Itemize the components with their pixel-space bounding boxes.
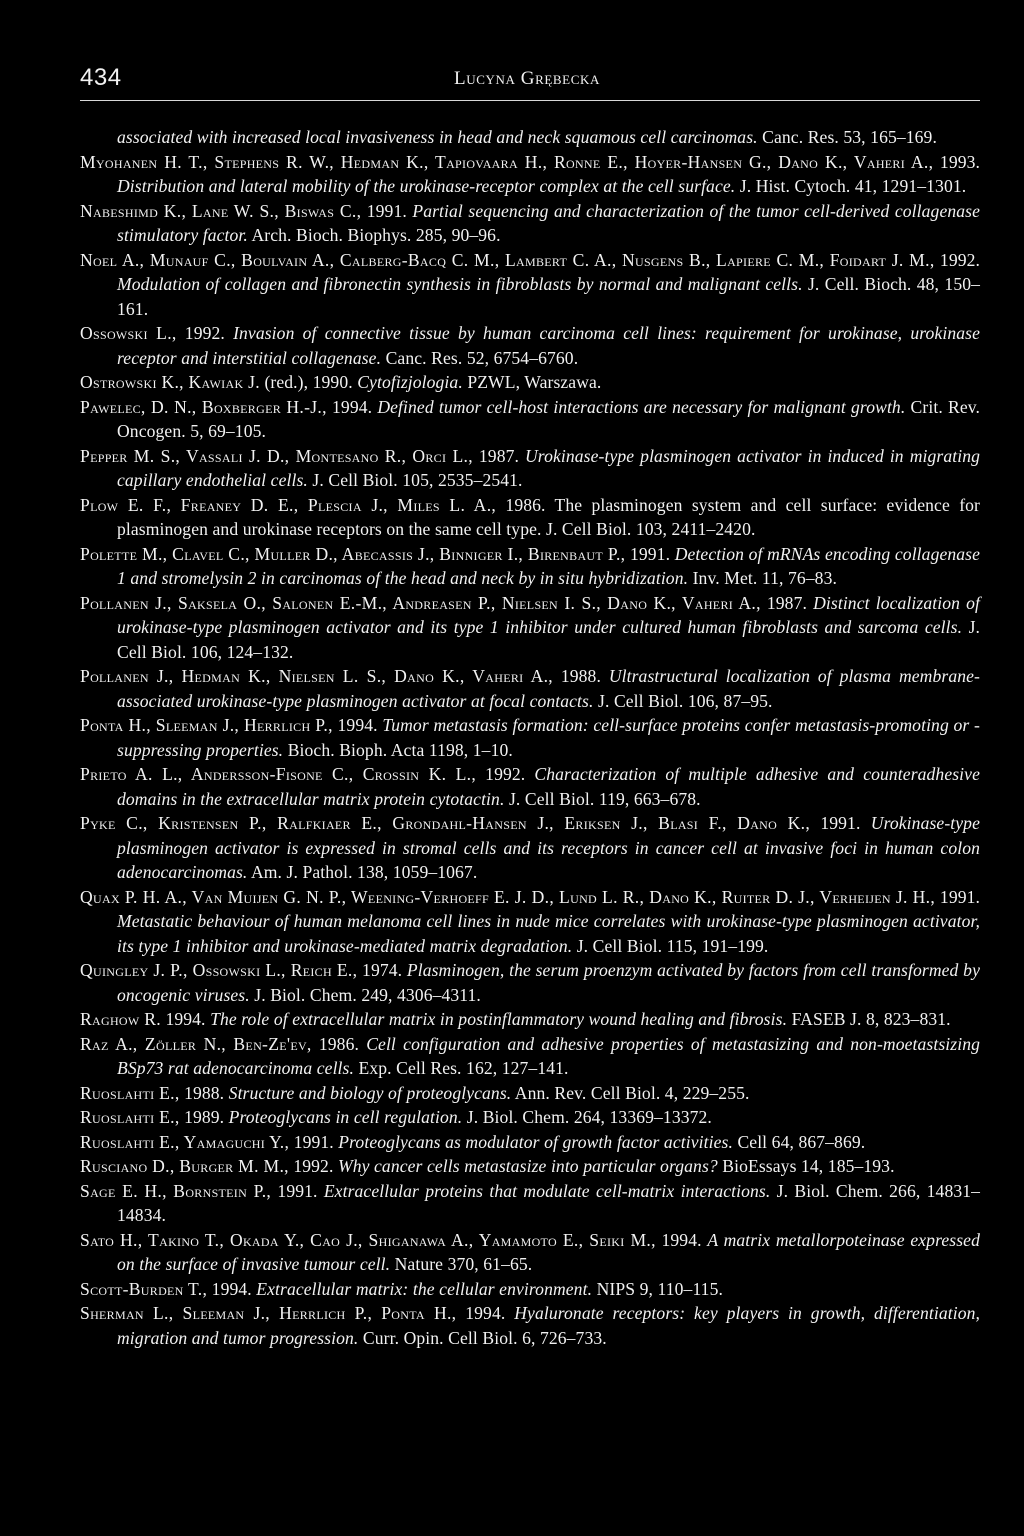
reference-source: J. Hist. Cytoch. 41, 1291–1301. bbox=[739, 176, 967, 196]
reference-title: A matrix metallorpoteinase expressed on the surface of invasive tumour cell. bbox=[117, 1229, 980, 1274]
reference-source: Curr. Opin. Cell Biol. 6, 726–733. bbox=[362, 1327, 607, 1348]
reference-year: 1994. bbox=[211, 1278, 252, 1299]
reference-title: Partial sequencing and characterization of the tumor cell-derived collagenase stimulatory factor. bbox=[117, 200, 981, 245]
reference-authors: Nabeshimd K., Lane W. S., Biswas C., bbox=[80, 200, 362, 221]
header-rule bbox=[80, 100, 980, 101]
reference-year: 1994. bbox=[661, 1229, 702, 1250]
reference-year: 1991. bbox=[277, 1180, 318, 1201]
reference-authors: Prieto A. L., Andersson-Fisone C., Crossin K. L., bbox=[80, 764, 477, 784]
reference-entry bbox=[80, 444, 980, 493]
reference-authors: Raz A., Zöller N., Ben-Ze'ev, bbox=[80, 1033, 312, 1054]
reference-title: Metastatic behaviour of human melanoma cell lines in nude mice correlates with urokinase-type plasminogen activator, its type 1 inhibitor and urokinase-mediated matrix degradation. bbox=[117, 911, 980, 956]
reference-source: J. Cell. Bioch. 48, 150–161. bbox=[117, 274, 981, 319]
reference-year: 1994. bbox=[337, 715, 378, 735]
reference-entry bbox=[80, 493, 980, 542]
reference-entry bbox=[80, 762, 980, 811]
reference-authors: Plow E. F., Freaney D. E., Plescia J., Miles L. A., bbox=[80, 494, 497, 515]
reference-source: Arch. Bioch. Biophys. 285, 90–96. bbox=[251, 225, 501, 245]
reference-entry bbox=[80, 1228, 980, 1277]
reference-authors: Scott-Burden T., bbox=[80, 1278, 208, 1299]
reference-title: Cell configuration and adhesive properties of metastasizing and non-moetastsizing BSp73 rat adenocarcinoma cells. bbox=[117, 1033, 980, 1078]
reference-source: Cell 64, 867–869. bbox=[737, 1131, 866, 1152]
reference-authors: Sage E. H., Bornstein P., bbox=[80, 1180, 272, 1201]
reference-authors: Ossowski L., bbox=[80, 323, 177, 343]
reference-source: Crit. Rev. Oncogen. 5, 69–105. bbox=[117, 396, 981, 441]
reference-source: PZWL, Warszawa. bbox=[467, 372, 602, 392]
reference-source: Canc. Res. 52, 6754–6760. bbox=[385, 347, 579, 368]
reference-entry bbox=[80, 1081, 980, 1106]
reference-entry bbox=[80, 150, 980, 199]
reference-title: Detection of mRNAs encoding collagenase 1 and stromelysin 2 in carcinomas of the head and neck by in situ hybridization. bbox=[117, 543, 981, 588]
reference-authors: Sato H., Takino T., Okada Y., Cao J., Shiganawa A., Yamamoto E., Seiki M., bbox=[80, 1229, 656, 1250]
reference-source: J. Biol. Chem. 264, 13369–13372. bbox=[466, 1107, 712, 1127]
reference-year: 1992. bbox=[485, 764, 526, 784]
reference-source: Inv. Met. 11, 76–83. bbox=[692, 568, 837, 588]
reference-entry bbox=[80, 811, 980, 885]
reference-year: 1992. bbox=[184, 323, 225, 343]
reference-title: Distribution and lateral mobility of the urokinase-receptor complex at the cell surface. bbox=[117, 176, 736, 196]
reference-title: Urokinase-type plasminogen activator in induced in migrating capillary endothelial cells. bbox=[117, 445, 980, 490]
reference-authors: Pollanen J., Hedman K., Nielsen L. S., Dano K., Vaheri A., bbox=[80, 666, 553, 686]
reference-list bbox=[80, 125, 980, 1350]
reference-year: 1974. bbox=[362, 960, 403, 980]
reference-entry bbox=[80, 395, 980, 444]
reference-entry bbox=[80, 321, 980, 370]
reference-title: Extracellular matrix: the cellular environment. bbox=[256, 1278, 593, 1299]
reference-entry bbox=[80, 370, 980, 395]
reference-entry bbox=[80, 125, 980, 150]
reference-year: 1987. bbox=[766, 592, 807, 613]
reference-year: 1994. bbox=[332, 396, 373, 417]
reference-authors: Myohanen H. T., Stephens R. W., Hedman K., Tapiovaara H., Ronne E., Hoyer-Hansen G., Dano K., Vaheri A., bbox=[80, 151, 934, 172]
reference-title: Ultrastructural localization of plasma membrane-associated urokinase-type plasminogen activator at focal contacts. bbox=[117, 666, 980, 711]
reference-entry bbox=[80, 1007, 980, 1032]
reference-entry bbox=[80, 591, 980, 665]
reference-title: Cytofizjologia. bbox=[357, 372, 463, 392]
reference-year: 1989. bbox=[184, 1107, 225, 1127]
reference-title: Plasminogen, the serum proenzym activated by factors from cell transformed by oncogenic viruses. bbox=[117, 960, 980, 1005]
reference-source: NIPS 9, 110–115. bbox=[596, 1278, 723, 1299]
reference-authors: Rusciano D., Burger M. M., bbox=[80, 1156, 289, 1176]
reference-title: Extracellular proteins that modulate cell-matrix interactions. bbox=[323, 1180, 771, 1201]
reference-authors: Pollanen J., Saksela O., Salonen E.-M., Andreasen P., Nielsen I. S., Dano K., Vaheri A., bbox=[80, 592, 761, 613]
reference-authors: Ruoslahti E., Yamaguchi Y., bbox=[80, 1131, 290, 1152]
reference-source: J. Biol. Chem. 266, 14831–14834. bbox=[117, 1180, 981, 1225]
reference-source: Ann. Rev. Cell Biol. 4, 229–255. bbox=[514, 1082, 750, 1103]
reference-year: 1986. bbox=[318, 1033, 359, 1054]
reference-title: associated with increased local invasiveness in head and neck squamous cell carcinomas. bbox=[117, 127, 758, 147]
reference-authors: Quingley J. P., Ossowski L., Reich E., bbox=[80, 960, 358, 980]
reference-source: J. Biol. Chem. 249, 4306–4311. bbox=[254, 984, 481, 1005]
reference-entry bbox=[80, 1154, 980, 1179]
reference-title: Proteoglycans as modulator of growth factor activities. bbox=[338, 1131, 733, 1152]
reference-source: J. Cell Biol. 105, 2535–2541. bbox=[312, 470, 523, 490]
reference-title: Invasion of connective tissue by human carcinoma cell lines: requirement for urokinase, urokinase receptor and interstitial collagenase. bbox=[117, 323, 980, 368]
reference-authors: Ruoslahti E., bbox=[80, 1107, 180, 1127]
reference-authors: Ostrowski K., Kawiak J. bbox=[80, 372, 260, 392]
reference-year: 1991. bbox=[939, 886, 981, 907]
reference-entry bbox=[80, 885, 980, 959]
reference-source: J. Cell Biol. 119, 663–678. bbox=[508, 788, 701, 809]
reference-source: Bioch. Bioph. Acta 1198, 1–10. bbox=[287, 739, 513, 760]
reference-source: J. Cell Biol. 115, 191–199. bbox=[576, 935, 769, 956]
reference-title: Characterization of multiple adhesive and counteradhesive domains in the extracellular matrix protein cytotactin. bbox=[117, 764, 980, 809]
reference-entry bbox=[80, 1179, 980, 1228]
reference-entry bbox=[80, 199, 980, 248]
reference-authors: Polette M., Clavel C., Muller D., Abecassis J., Binniger I., Birenbaut P., bbox=[80, 543, 626, 564]
reference-authors: Noel A., Munauf C., Boulvain A., Calberg-Bacq C. M., Lambert C. A., Nusgens B., Lapiere C. M., Foidart J. M., bbox=[80, 249, 935, 270]
reference-year: 1988. bbox=[560, 666, 601, 686]
reference-title: Proteoglycans in cell regulation. bbox=[228, 1107, 463, 1127]
reference-source: FASEB J. 8, 823–831. bbox=[791, 1009, 951, 1029]
reference-year: 1993. bbox=[939, 151, 981, 172]
reference-authors: Ruoslahti E., bbox=[80, 1082, 180, 1103]
reference-source: Exp. Cell Res. 162, 127–141. bbox=[358, 1058, 569, 1078]
reference-authors: Pawelec, D. N., Boxberger H.-J., bbox=[80, 396, 327, 417]
reference-source: J. Cell Biol. 106, 124–132. bbox=[117, 617, 981, 662]
reference-title: The role of extracellular matrix in postinflammatory wound healing and fibrosis. bbox=[210, 1009, 788, 1029]
reference-entry bbox=[80, 1301, 980, 1350]
reference-year: 1988. bbox=[184, 1082, 225, 1103]
reference-entry bbox=[80, 664, 980, 713]
reference-title: Defined tumor cell-host interactions are necessary for malignant growth. bbox=[377, 396, 906, 417]
reference-authors: Pepper M. S., Vassali J. D., Montesano R., Orci L., bbox=[80, 445, 473, 466]
reference-year: 1991. bbox=[366, 200, 407, 221]
reference-year: 1992. bbox=[293, 1156, 334, 1176]
reference-authors: Quax P. H. A., Van Muijen G. N. P., Weening-Verhoeff E. J. D., Lund L. R., Dano K., Ruiter D. J., Verheijen J. H., bbox=[80, 886, 936, 907]
reference-year: 1994. bbox=[465, 1303, 506, 1323]
reference-source: J. Cell Biol. 106, 87–95. bbox=[598, 690, 773, 711]
reference-title: Structure and biology of proteoglycans. bbox=[228, 1082, 512, 1103]
reference-authors: Raghow R. bbox=[80, 1009, 161, 1029]
reference-entry bbox=[80, 958, 980, 1007]
reference-entry bbox=[80, 248, 980, 322]
reference-title: Hyaluronate receptors: key players in growth, differentiation, migration and tumor progression. bbox=[117, 1303, 981, 1348]
reference-source: Canc. Res. 53, 165–169. bbox=[762, 127, 937, 147]
reference-entry bbox=[80, 1032, 980, 1081]
reference-authors: Sherman L., Sleeman J., Herrlich P., Ponta H., bbox=[80, 1303, 457, 1323]
reference-authors: Ponta H., Sleeman J., Herrlich P., bbox=[80, 715, 333, 735]
reference-year: 1987. bbox=[478, 445, 519, 466]
reference-source: Nature 370, 61–65. bbox=[394, 1254, 533, 1274]
reference-year: 1991. bbox=[629, 543, 671, 564]
reference-source: The plasminogen system and cell surface: evidence for plasminogen and urokinase receptors on the same cell type. J. Cell Biol. 103, 2411–2420. bbox=[117, 494, 981, 539]
reference-year: 1991. bbox=[820, 813, 861, 833]
reference-source: Am. J. Pathol. 138, 1059–1067. bbox=[250, 862, 478, 882]
reference-title: Why cancer cells metastasize into particular organs? bbox=[337, 1156, 718, 1176]
reference-source: BioEssays 14, 185–193. bbox=[722, 1156, 895, 1176]
reference-title: Distinct localization of urokinase-type plasminogen activator and its type 1 inhibitor under cultured human fibroblasts and sarcoma cells. bbox=[117, 592, 980, 637]
reference-title: Tumor metastasis formation: cell-surface proteins confer metastasis-promoting or -suppressing properties. bbox=[117, 715, 981, 760]
reference-year: 1992. bbox=[939, 249, 981, 270]
reference-entry bbox=[80, 1277, 980, 1302]
reference-year: (red.), 1990. bbox=[264, 372, 353, 392]
page-number: 434 bbox=[80, 64, 122, 91]
reference-year: 1986. bbox=[505, 494, 546, 515]
reference-title: Urokinase-type plasminogen activator is expressed in stromal cells and its receptors in cancer cell at invasive foci in human colon adenocarcinomas. bbox=[117, 813, 980, 882]
running-head: Lucyna Grębecka bbox=[454, 68, 600, 89]
reference-authors: Pyke C., Kristensen P., Ralfkiaer E., Grondahl-Hansen J., Eriksen J., Blasi F., Dano K., bbox=[80, 813, 811, 833]
reference-entry bbox=[80, 1105, 980, 1130]
reference-entry bbox=[80, 713, 980, 762]
reference-entry bbox=[80, 1130, 980, 1155]
reference-entry bbox=[80, 542, 980, 591]
reference-title: Modulation of collagen and fibronectin synthesis in fibroblasts by normal and malignant cells. bbox=[117, 274, 803, 294]
reference-year: 1994. bbox=[165, 1009, 206, 1029]
reference-year: 1991. bbox=[293, 1131, 334, 1152]
page-header bbox=[80, 64, 980, 104]
